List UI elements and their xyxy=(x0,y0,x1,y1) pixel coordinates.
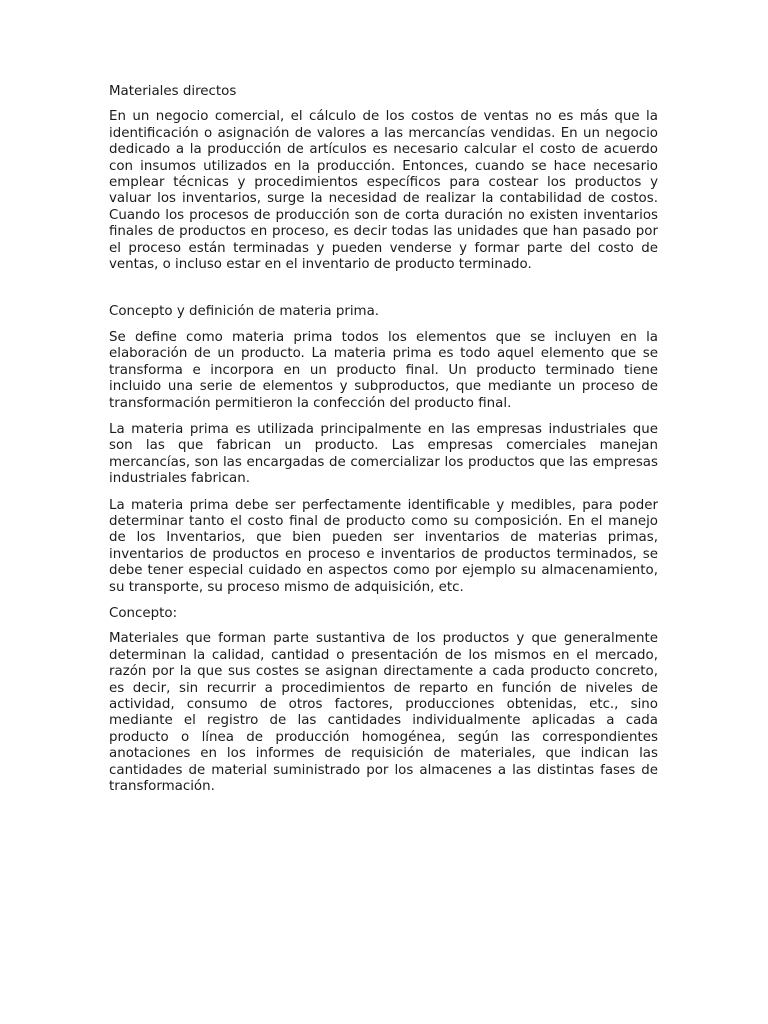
paragraph-concepto-materiales: Materiales que forman parte sustantiva de los productos y que generalmente determinan la calidad, cantidad o presentación de los mismos en el mercado, razón por la que sus costes se asignan directamente a cada producto concreto, es decir, sin recurrir a procedimientos de reparto en función de niveles de actividad, consumo de otros factores, producciones obtenidas, etc., sino mediante el registro de las cantidades individualmente aplicadas a cada producto o línea de producción homogénea, según las correspondientes anotaciones en los informes de requisición de materiales, que indican las cantidades de material suministrado por los almacenes a las distintas fases de transformación. xyxy=(109,631,658,795)
section-heading-concepto-definicion: Concepto y definición de materia prima. xyxy=(109,304,380,320)
paragraph-empresas-industriales: La materia prima es utilizada principalmente en las empresas industriales que son las que fabrican un producto. Las empresas comerciales manejan mercancías, son las encargadas de comercializar los productos que las empresas industriales fabrican. xyxy=(109,421,658,487)
paragraph-definicion-materia-prima: Se define como materia prima todos los elementos que se incluyen en la elaboración de un producto. La materia prima es todo aquel elemento que se transforma e incorpora en un producto final. Un producto terminado tiene incluido una serie de elementos y subproductos, que mediante un proceso de transformación permitieron la confección del producto final. xyxy=(109,329,658,411)
blank-line xyxy=(109,283,658,304)
section-heading-materiales-directos: Materiales directos xyxy=(109,84,237,99)
paragraph-identificable-medibles: La materia prima debe ser perfectamente identificable y medibles, para poder determinar tanto el costo final de producto como su composición. En el manejo de los Inventarios, que bien pueden ser inventarios de materias primas, inventarios de productos en proceso e inventarios de productos terminados, se debe tener especial cuidado en aspectos como por ejemplo su almacenamiento, su transporte, su proceso mismo de adquisición, etc. xyxy=(109,497,658,595)
section-heading-concepto: Concepto: xyxy=(109,605,178,621)
paragraph-materiales-directos: En un negocio comercial, el cálculo de los costos de ventas no es más que la identificación o asignación de valores a las mercancías vendidas. En un negocio dedicado a la producción de artículos es necesario calcular el costo de acuerdo con insumos utilizados en la producción. Entonces, cuando se hace necesario emplear técnicas y procedimientos específicos para costear los productos y valuar los inventarios, surge la necesidad de realizar la contabilidad de costos. Cuando los procesos de producción son de corta duración no existen inventarios finales de productos en proceso, es decir todas las unidades que han pasado por el proceso están terminadas y pueden venderse y formar parte del costo de ventas, o incluso estar en el inventario de producto terminado. xyxy=(109,109,658,273)
document-body xyxy=(109,84,658,805)
